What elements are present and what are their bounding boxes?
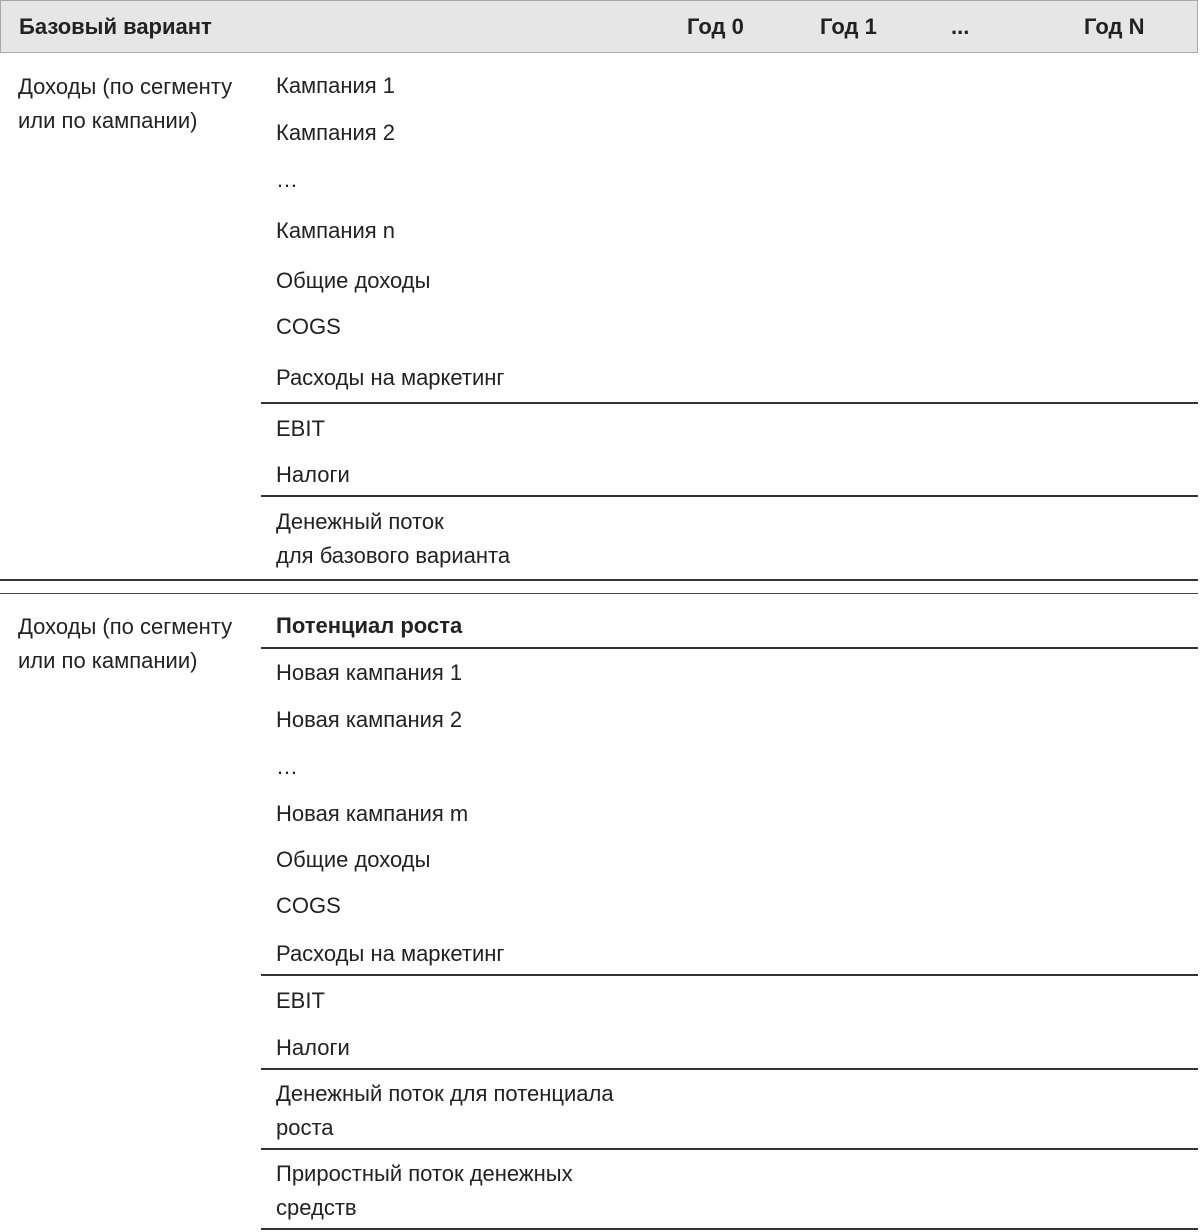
growth-heading: Потенциал роста <box>276 613 463 638</box>
row-new-campaign-m: Новая кампания m <box>276 801 469 826</box>
row-cogs: COGS <box>276 314 341 339</box>
row-new-campaign-1: Новая кампания 1 <box>276 660 463 685</box>
row-total-revenue: Общие доходы <box>276 847 431 872</box>
divider <box>261 647 1198 649</box>
row-campaign-2: Кампания 2 <box>276 120 396 145</box>
row-campaign-1: Кампания 1 <box>276 73 396 98</box>
divider <box>261 495 1198 497</box>
divider <box>261 1068 1198 1070</box>
column-ellipsis: ... <box>951 14 970 39</box>
growth-section-label: Доходы (по сегменту или по кампании) <box>18 614 233 673</box>
row-incremental-cash-flow: Приростный поток денежных средств <box>276 1161 573 1220</box>
row-marketing-expenses: Расходы на маркетинг <box>276 365 505 390</box>
column-year-n: Год N <box>1084 14 1145 39</box>
base-section-label: Доходы (по сегменту или по кампании) <box>18 74 233 133</box>
row-ebit: EBIT <box>276 416 325 441</box>
divider <box>261 1148 1198 1150</box>
column-year-1: Год 1 <box>820 14 877 39</box>
row-ebit: EBIT <box>276 988 325 1013</box>
row-ellipsis: … <box>276 754 298 779</box>
table-title: Базовый вариант <box>19 14 212 39</box>
section-separator <box>0 579 1198 581</box>
row-taxes: Налоги <box>276 1035 350 1060</box>
row-campaign-n: Кампания n <box>276 218 396 243</box>
row-marketing-expenses: Расходы на маркетинг <box>276 941 505 966</box>
row-ellipsis: … <box>276 167 298 192</box>
divider <box>261 1228 1198 1230</box>
row-cash-flow-growth: Денежный поток для потенциала роста <box>276 1081 614 1140</box>
row-cash-flow-base: Денежный поток для базового варианта <box>276 509 511 568</box>
divider <box>261 402 1198 404</box>
row-taxes: Налоги <box>276 462 350 487</box>
table-header <box>0 0 1198 53</box>
row-cogs: COGS <box>276 893 341 918</box>
section-separator <box>0 593 1198 594</box>
divider <box>261 974 1198 976</box>
row-total-revenue: Общие доходы <box>276 268 431 293</box>
row-new-campaign-2: Новая кампания 2 <box>276 707 463 732</box>
column-year-0: Год 0 <box>687 14 744 39</box>
